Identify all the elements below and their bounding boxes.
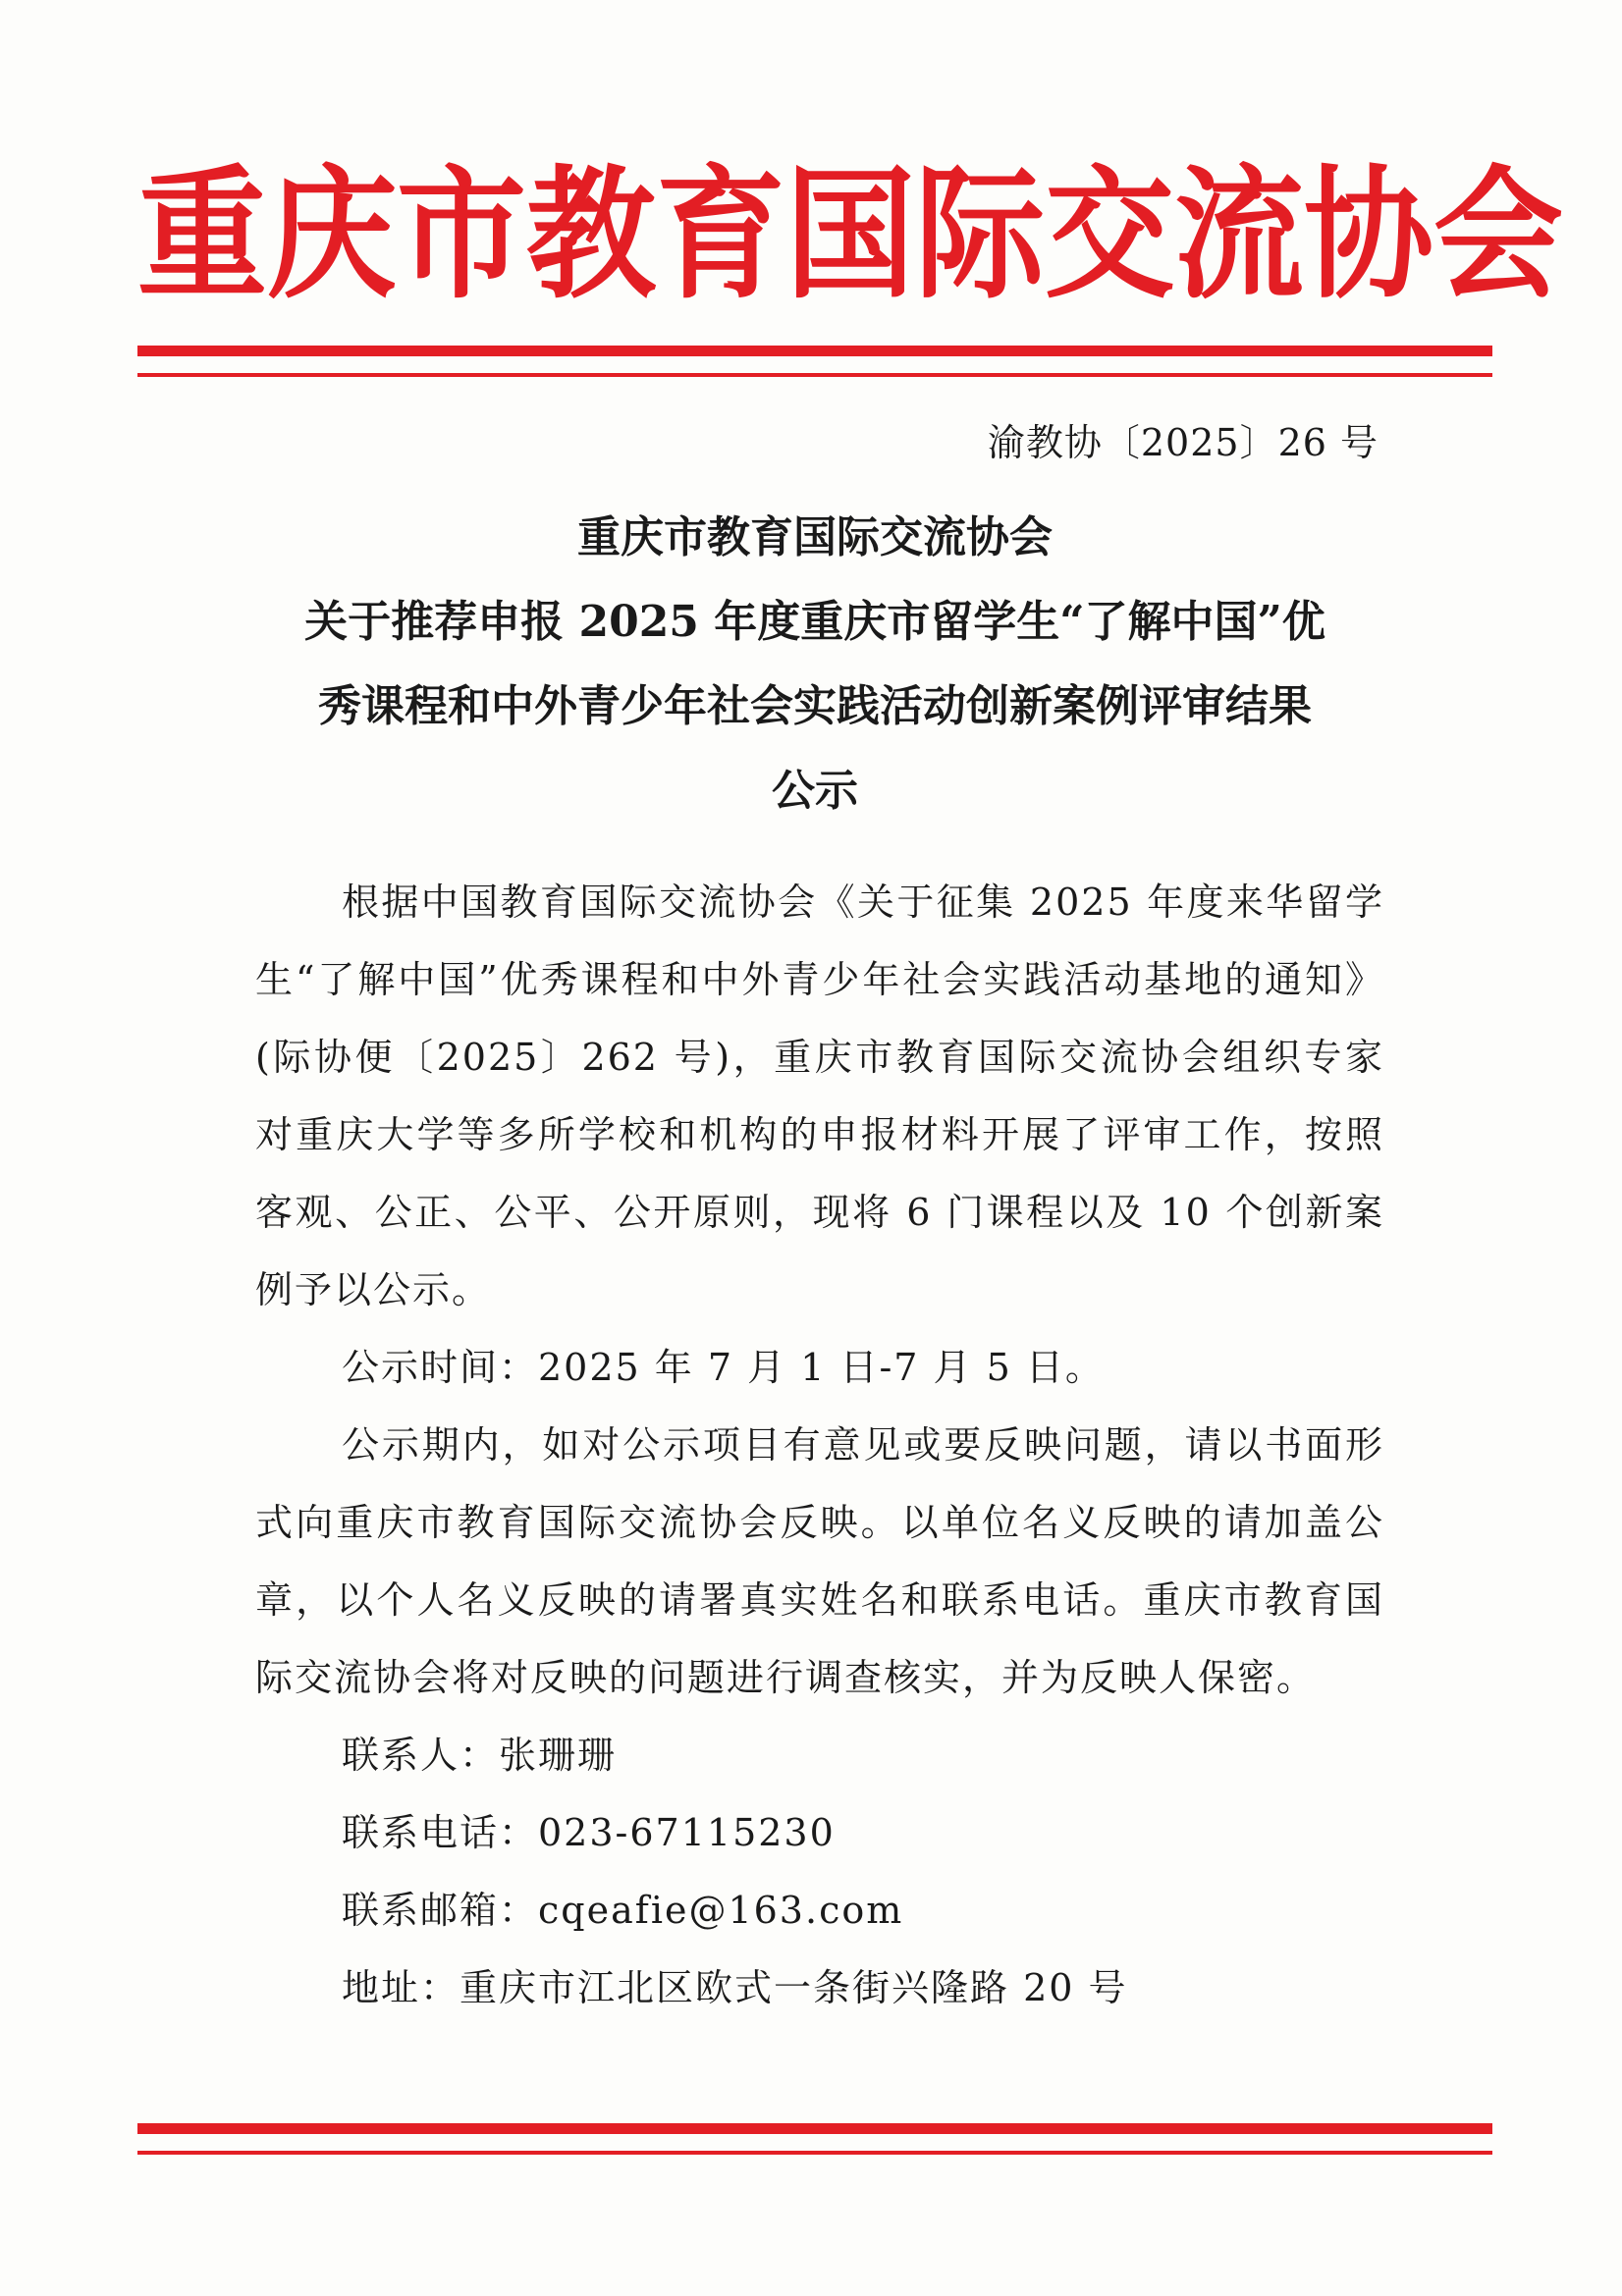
masthead-char: 交: [1045, 152, 1174, 319]
contact-address: 地址：重庆市江北区欧式一条街兴隆路 20 号: [342, 1966, 1128, 2009]
masthead-char: 庆: [267, 152, 397, 319]
masthead-char: 流: [1174, 152, 1304, 319]
contact-email: 联系邮箱：cqeafie@163.com: [342, 1889, 904, 1932]
masthead-char: 会: [1433, 152, 1563, 319]
document-body: [255, 864, 1384, 2027]
title-line: 公示: [772, 766, 858, 816]
org-masthead: [137, 147, 1563, 324]
masthead-char: 教: [526, 152, 656, 319]
masthead-char: 重: [137, 152, 267, 319]
publicity-period: 公示时间：2025 年 7 月 1 日-7 月 5 日。: [342, 1346, 1105, 1389]
footer-rule-thick: [137, 2123, 1492, 2134]
header-rule-thin: [137, 373, 1492, 377]
masthead-char: 育: [656, 152, 785, 319]
title-line: 关于推荐申报 2025 年度重庆市留学生“了解中国”优: [304, 597, 1325, 647]
masthead-char: 国: [785, 152, 915, 319]
body-paragraph: 根据中国教育国际交流协会《关于征集 2025 年度来华留学生“了解中国”优秀课程和中外青少年社会实践活动基地的通知》(际协便〔2025〕262 号)，重庆市教育国际交流协会组织专家对重庆大学等多所学校和机构的申报材料开展了评审工作，按照客观、公正、公平、公开原则，现将 6 门课程以及 10 个创新案例予以公示。: [255, 881, 1384, 1311]
title-line: 秀课程和中外青少年社会实践活动创新案例评审结果: [318, 681, 1312, 731]
masthead-char: 际: [915, 152, 1045, 319]
masthead-char: 市: [397, 152, 526, 319]
footer-rule-thin: [137, 2151, 1492, 2155]
title-line: 重庆市教育国际交流协会: [577, 512, 1053, 562]
document-number: 渝教协〔2025〕26 号: [987, 421, 1379, 464]
header-rule-thick: [137, 346, 1492, 356]
document-title: [245, 496, 1384, 833]
contact-phone: 联系电话：023-67115230: [342, 1811, 836, 1854]
contact-person: 联系人：张珊珊: [342, 1734, 618, 1777]
masthead-char: 协: [1304, 152, 1433, 319]
body-paragraph: 公示期内，如对公示项目有意见或要反映问题，请以书面形式向重庆市教育国际交流协会反映。以单位名义反映的请加盖公章，以个人名义反映的请署真实姓名和联系电话。重庆市教育国际交流协会将对反映的问题进行调查核实，并为反映人保密。: [255, 1423, 1384, 1699]
